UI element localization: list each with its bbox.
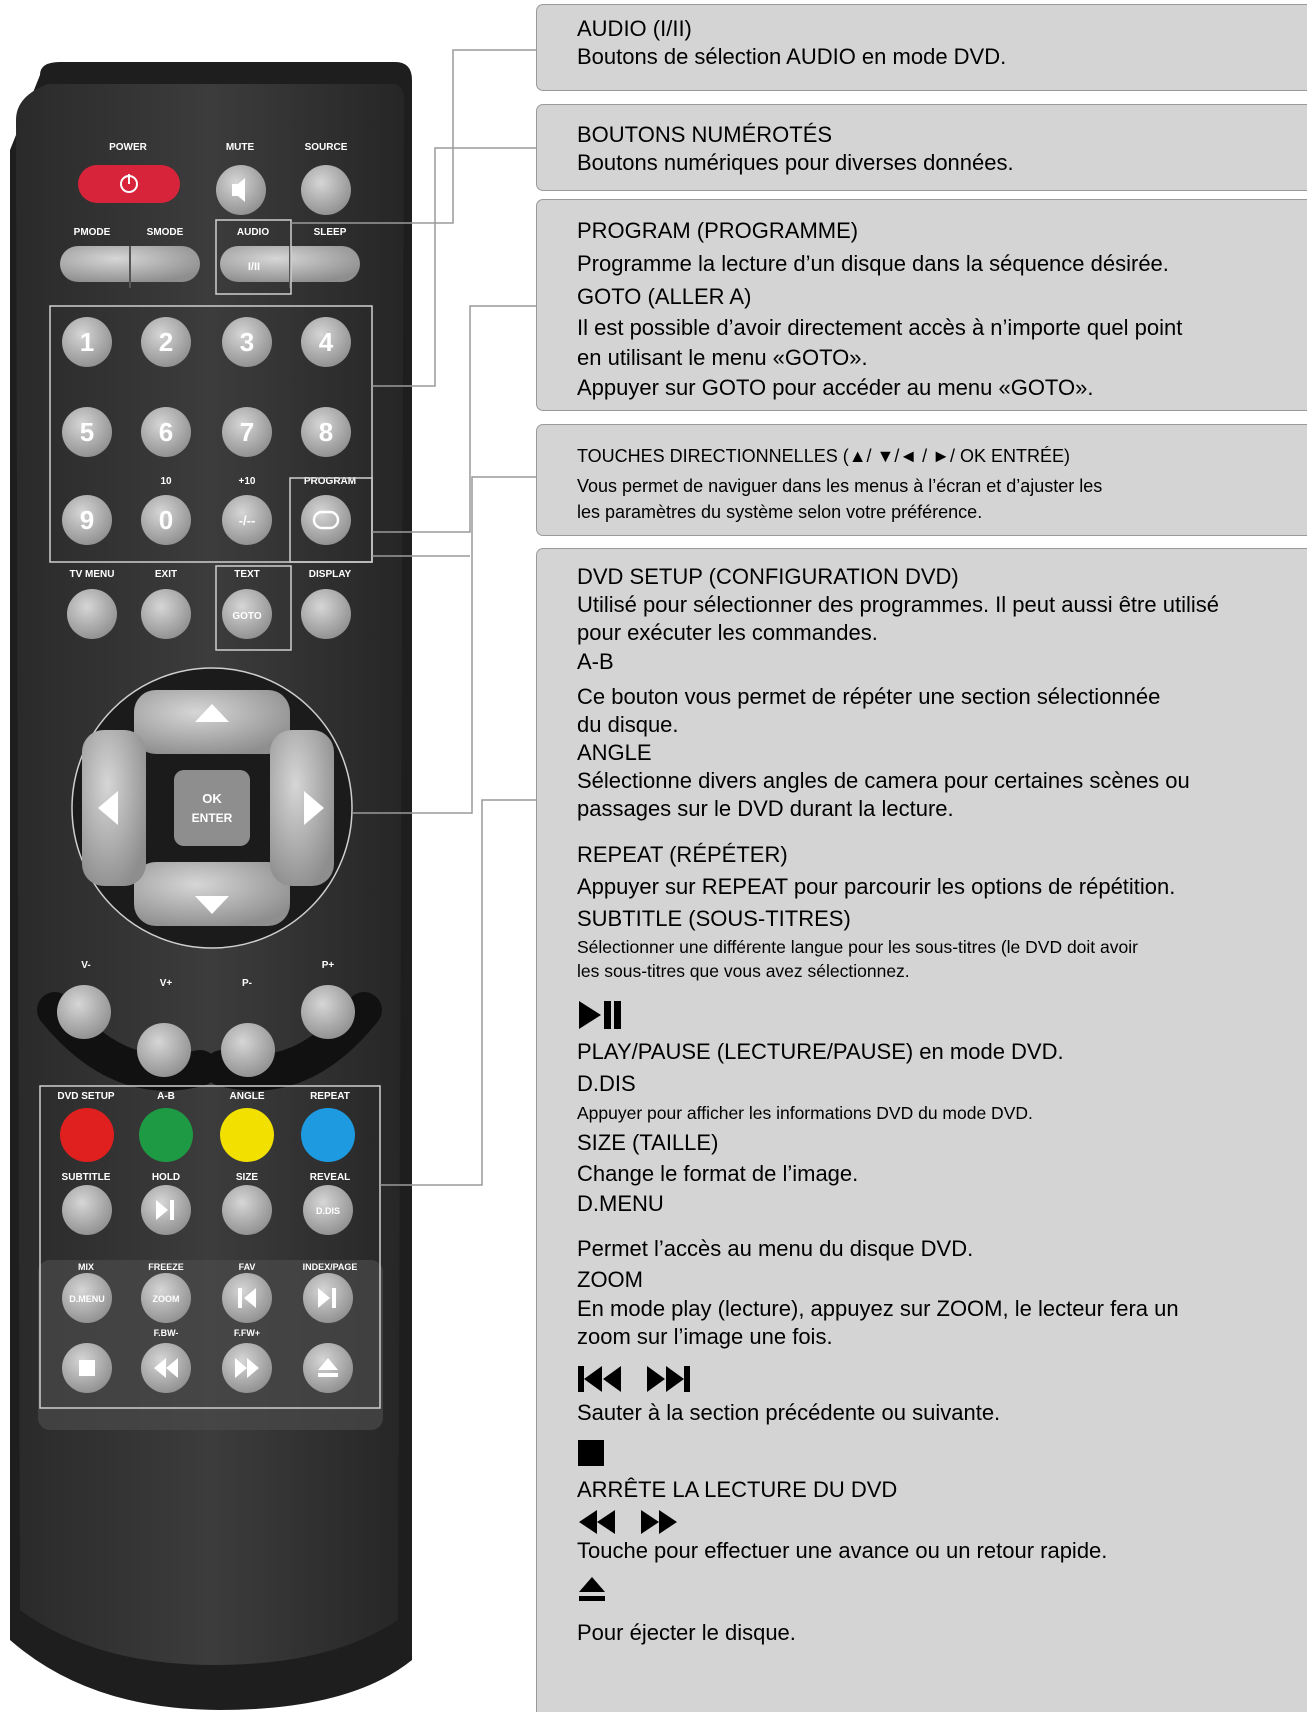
program-up-button[interactable] xyxy=(301,985,355,1039)
size-button[interactable] xyxy=(222,1185,272,1235)
number-label-n0: 0 xyxy=(158,505,174,535)
subtitle-desc-2: les sous-titres que vous avez sélectionnez. xyxy=(577,961,910,981)
dmenu-button-label: D.MENU xyxy=(69,1294,105,1304)
direction-title: TOUCHES DIRECTIONNELLES (▲/ ▼/◄ / ►/ OK ENTRÉE) xyxy=(577,446,1070,466)
ab-title: A-B xyxy=(577,649,614,674)
ok-enter-button[interactable] xyxy=(174,770,250,846)
playpause-desc: PLAY/PAUSE (LECTURE/PAUSE) en mode DVD. xyxy=(577,1039,1064,1064)
number-label-dash: -/-- xyxy=(238,513,256,528)
repeat-desc: Appuyer sur REPEAT pour parcourir les options de répétition. xyxy=(577,874,1176,899)
freeze-label: FREEZE xyxy=(148,1262,184,1272)
red-button[interactable] xyxy=(60,1108,114,1162)
sleep-label: SLEEP xyxy=(313,227,347,238)
exit-label: EXIT xyxy=(154,569,178,580)
angle-desc-2: passages sur le DVD durant la lecture. xyxy=(577,796,954,821)
goto-desc-1: Il est possible d’avoir directement accès à n’importe quel point xyxy=(577,315,1183,340)
reveal-label: REVEAL xyxy=(309,1172,351,1183)
index-label: INDEX/PAGE xyxy=(302,1262,358,1272)
eject-desc: Pour éjecter le disque. xyxy=(577,1620,796,1645)
fast-desc: Touche pour effectuer une avance ou un retour rapide. xyxy=(577,1538,1108,1563)
direction-desc-2: les paramètres du système selon votre préférence. xyxy=(577,502,983,522)
pminus-label: P- xyxy=(242,978,252,989)
number-label-n7: 7 xyxy=(239,417,255,447)
vminus-label: V- xyxy=(81,960,91,971)
mute-label: MUTE xyxy=(225,142,255,153)
ab-desc-2: du disque. xyxy=(577,712,679,737)
eject-symbol xyxy=(577,1569,1307,1609)
remote-control-illustration xyxy=(0,0,540,1712)
vplus-label: V+ xyxy=(159,978,173,989)
zoom-desc-1: En mode play (lecture), appuyez sur ZOOM, le lecteur fera un xyxy=(577,1296,1179,1321)
ddis-title: D.DIS xyxy=(577,1071,636,1096)
callout-audio xyxy=(536,4,1307,91)
dpad-right-button[interactable] xyxy=(270,730,334,886)
ok-label: OK xyxy=(202,791,222,806)
direction-desc-1: Vous permet de naviguer dans les menus à l’écran et d’ajuster les xyxy=(577,476,1103,496)
ab-desc-1: Ce bouton vous permet de répéter une section sélectionnée xyxy=(577,684,1161,709)
callout-dvd xyxy=(536,548,1307,1712)
number-button-program[interactable] xyxy=(301,495,351,545)
display-label: DISPLAY xyxy=(308,569,352,580)
callout-numbers xyxy=(536,104,1307,191)
mix-label: MIX xyxy=(77,1262,95,1272)
zoom-desc-2: zoom sur l’image une fois. xyxy=(577,1324,833,1349)
repeat-title: REPEAT (RÉPÉTER) xyxy=(577,842,788,867)
program-down-button[interactable] xyxy=(221,1023,275,1077)
pplus-label: P+ xyxy=(321,960,335,971)
size-label: SIZE xyxy=(235,1172,259,1183)
size-title: SIZE (TAILLE) xyxy=(577,1130,719,1155)
source-button[interactable] xyxy=(301,165,351,215)
dvd-setup-desc-2: pour exécuter les commandes. xyxy=(577,620,878,645)
dmenu-title: D.MENU xyxy=(577,1191,664,1216)
ab-label: A-B xyxy=(157,1091,175,1102)
volume-down-button[interactable] xyxy=(57,985,111,1039)
number-label-n6: 6 xyxy=(158,417,174,447)
smode-label: SMODE xyxy=(146,227,184,238)
subtitle-button[interactable] xyxy=(62,1185,112,1235)
program-title: PROGRAM (PROGRAMME) xyxy=(577,218,859,243)
pmode-label: PMODE xyxy=(73,227,111,238)
dvdsetup-label: DVD SETUP xyxy=(57,1091,115,1102)
goto-desc-3: Appuyer sur GOTO pour accéder au menu «GOTO». xyxy=(577,375,1094,400)
text-label: TEXT xyxy=(234,569,260,580)
hold-label: HOLD xyxy=(151,1172,181,1183)
numbers-title: BOUTONS NUMÉROTÉS xyxy=(577,122,833,147)
tvmenu-button[interactable] xyxy=(67,589,117,639)
goto-button-label: GOTO xyxy=(232,611,262,622)
audio-label: AUDIO xyxy=(236,227,270,238)
stop-icon xyxy=(79,1360,95,1376)
goto-desc-2: en utilisant le menu «GOTO». xyxy=(577,345,868,370)
zoom-title: ZOOM xyxy=(577,1267,643,1292)
ddis-desc: Appuyer pour afficher les informations DVD du mode DVD. xyxy=(577,1103,1033,1123)
fast-forward-icon xyxy=(639,1508,679,1536)
ten-label: 10 xyxy=(160,476,172,487)
dvd-setup-desc-1: Utilisé pour sélectionner des programmes. Il peut aussi être utilisé xyxy=(577,592,1219,617)
volume-up-button[interactable] xyxy=(137,1023,191,1077)
exit-button[interactable] xyxy=(141,589,191,639)
source-label: SOURCE xyxy=(304,142,348,153)
ffw-label: F.FW+ xyxy=(233,1328,261,1338)
number-label-n4: 4 xyxy=(318,327,334,357)
angle-label: ANGLE xyxy=(229,1091,265,1102)
skip-previous-icon xyxy=(577,1364,623,1394)
power-label: POWER xyxy=(109,142,147,153)
eject-icon xyxy=(577,1574,607,1604)
plus10-label: +10 xyxy=(238,476,256,487)
stop-icon xyxy=(577,1438,605,1468)
goto-title: GOTO (ALLER A) xyxy=(577,284,752,309)
program-desc: Programme la lecture d’un disque dans la séquence désirée. xyxy=(577,251,1169,276)
audio-title: AUDIO (I/II) xyxy=(577,16,692,41)
play-pause-icon xyxy=(577,999,623,1031)
skip-symbols xyxy=(577,1359,1307,1399)
rewind-icon xyxy=(577,1508,617,1536)
number-label-n2: 2 xyxy=(158,327,174,357)
skip-next-icon xyxy=(645,1364,691,1394)
dvd-setup-title: DVD SETUP (CONFIGURATION DVD) xyxy=(577,564,959,589)
ddis-button-label: D.DIS xyxy=(315,1206,341,1216)
repeat-label: REPEAT xyxy=(310,1091,350,1102)
play-pause-symbol xyxy=(577,995,1307,1035)
enter-label: ENTER xyxy=(191,811,233,825)
fbw-label: F.BW- xyxy=(153,1328,179,1338)
angle-title: ANGLE xyxy=(577,740,652,765)
callout-program xyxy=(536,199,1307,411)
number-label-n9: 9 xyxy=(79,505,95,535)
program-label: PROGRAM xyxy=(303,476,357,487)
yellow-button[interactable] xyxy=(220,1108,274,1162)
pause-icon xyxy=(170,1200,174,1220)
subtitle-desc-1: Sélectionner une différente langue pour les sous-titres (le DVD doit avoir xyxy=(577,937,1138,957)
number-label-n8: 8 xyxy=(318,417,334,447)
audio-button-label: I/II xyxy=(247,261,261,273)
callout-direction xyxy=(536,424,1307,536)
green-button[interactable] xyxy=(139,1108,193,1162)
subtitle-label: SUBTITLE xyxy=(61,1172,111,1183)
display-button[interactable] xyxy=(301,589,351,639)
number-label-n3: 3 xyxy=(239,327,255,357)
stop-symbol xyxy=(577,1433,1307,1473)
dmenu-desc: Permet l’accès au menu du disque DVD. xyxy=(577,1236,974,1261)
stop-desc: ARRÊTE LA LECTURE DU DVD xyxy=(577,1477,898,1502)
audio-desc: Boutons de sélection AUDIO en mode DVD. xyxy=(577,44,1007,69)
size-desc: Change le format de l’image. xyxy=(577,1161,859,1186)
fav-label: FAV xyxy=(238,1262,256,1272)
zoom-button-label: ZOOM xyxy=(152,1294,180,1304)
dpad-down-button[interactable] xyxy=(134,862,290,926)
skip-desc: Sauter à la section précédente ou suivante. xyxy=(577,1400,1001,1425)
number-label-n1: 1 xyxy=(79,327,95,357)
angle-desc-1: Sélectionne divers angles de camera pour certaines scènes ou xyxy=(577,768,1190,793)
fast-symbols xyxy=(577,1507,1307,1537)
subtitle-title: SUBTITLE (SOUS-TITRES) xyxy=(577,906,851,931)
tvmenu-label: TV MENU xyxy=(69,569,115,580)
blue-button[interactable] xyxy=(301,1108,355,1162)
numbers-desc: Boutons numériques pour diverses données. xyxy=(577,150,1014,175)
number-label-n5: 5 xyxy=(79,417,95,447)
